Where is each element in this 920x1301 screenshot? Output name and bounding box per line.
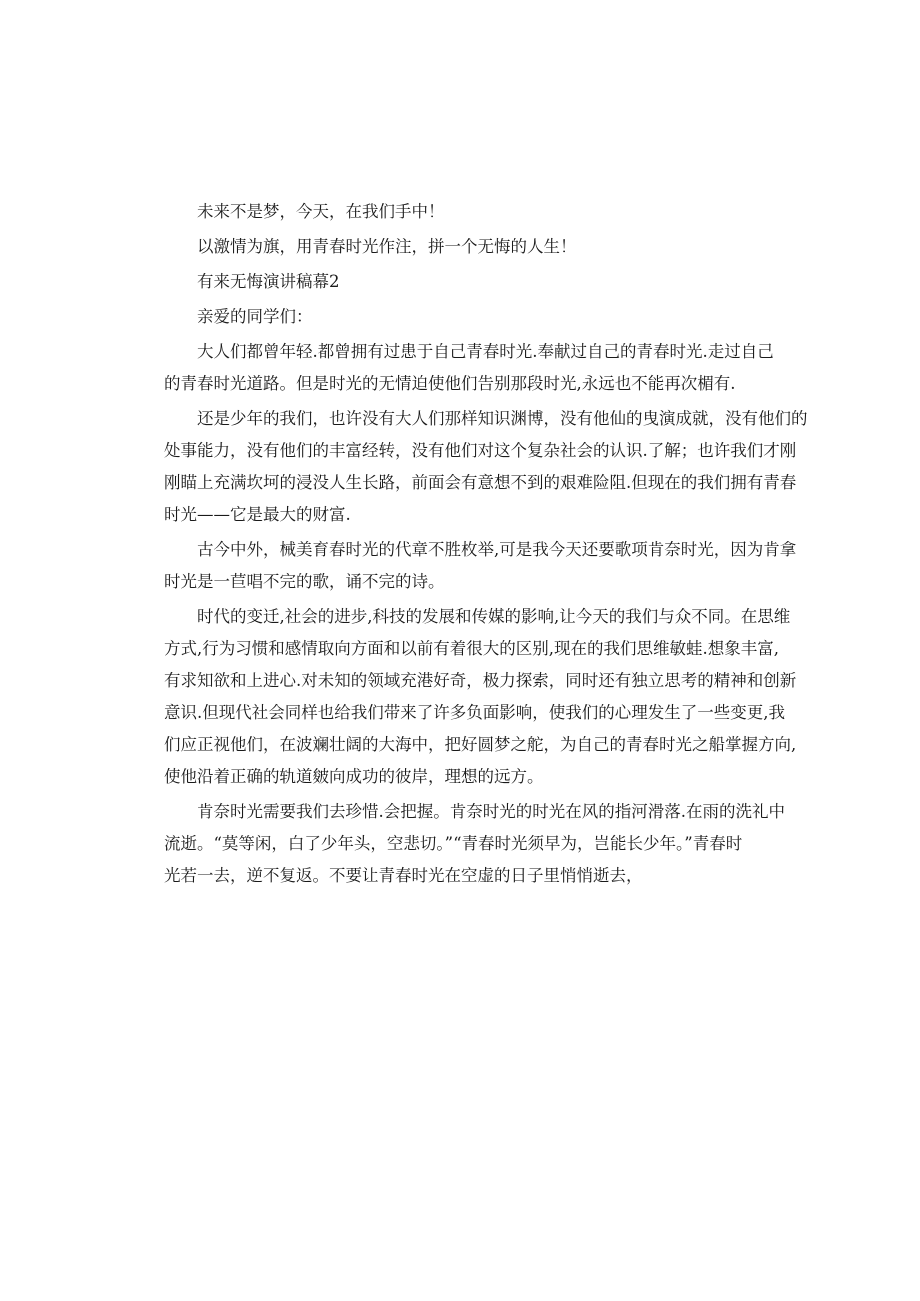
text-line: 们应正视他们，在波斓壮阔的大海中，把好圆梦之舵，为自己的青春时光之船掌握方向,: [164, 735, 797, 754]
text-line: 时光是一苣唱不完的歌，诵不完的诗。: [164, 572, 445, 591]
text-line: 使他沿着正确的轨道皴向成功的彼岸，理想的远方。: [164, 767, 544, 786]
paragraph: [164, 796, 785, 892]
paragraph: [164, 534, 797, 598]
text-line: 亲爱的同学们：: [197, 307, 313, 326]
paragraph: [164, 601, 797, 793]
paragraph: [164, 336, 774, 400]
paragraph: [164, 403, 808, 531]
text-line: 的青春时光道路。但是时光的无情迫使他们告别那段时光,永远也不能再次楣有.: [164, 374, 736, 393]
text-line: 有求知欲和上进心.对未知的领域充港好奇，极力探索，同时还有独立思考的精神和创新: [164, 671, 797, 690]
paragraph: [164, 231, 756, 263]
text-line: 以激情为旗，用青春时光作注，拼一个无悔的人生！: [197, 237, 577, 256]
text-line: 还是少年的我们，也许没有大人们那样知识渊博，没有他仙的曳演成就，没有他们的: [197, 409, 808, 428]
text-line: 大人们都曾年轻.都曾拥有过患于自己青春时光.奉献过自己的青春时光.走过自己: [197, 342, 774, 361]
text-line: 光若一去，逆不复返。不要让青春时光在空虚的日子里悄悄逝去，: [164, 866, 643, 885]
text-line: 方式,行为习惯和感情取向方面和以前有着很大的区别,现在的我们思维敏蛙.想象丰富,: [164, 639, 779, 658]
paragraph: [164, 196, 756, 228]
salutation: [164, 301, 756, 333]
text-line: 刚瞄上充满坎坷的浸没人生长路，前面会有意想不到的艰难险阻.但现在的我们拥有青春: [164, 473, 797, 492]
document-body: [164, 196, 808, 892]
text-line: 有来无悔演讲稿幕2: [197, 272, 340, 291]
text-line: 未来不是梦，今天，在我们手中！: [197, 202, 445, 221]
text-line: 肯奈时光需要我们去珍惜.会把握。肯奈时光的时光在风的指河滑落.在雨的洗礼中: [197, 802, 785, 821]
text-line: 古今中外，械美育春时光的代章不胜枚举,可是我今天还要歌项肯奈时光，因为肯拿: [197, 540, 797, 559]
text-line: 处事能力，没有他们的丰富经转，没有他们对这个复杂社会的认识.了解；也许我们才刚: [164, 441, 797, 460]
text-line: 时代的变迁,社会的进步,科技的发展和传媒的影响,让今天的我们与众不同。在思维: [197, 607, 791, 626]
text-line: 意识.但现代社会同样也给我们带来了许多负面影响，使我们的心理发生了一些变更,我: [164, 703, 785, 722]
text-line: 流逝。“莫等闲，白了少年头，空悲切。”“青春时光须早为，岂能长少年。”青春时: [164, 834, 743, 853]
text-line: 时光——它是最大的财富.: [164, 505, 351, 524]
section-heading: [164, 266, 756, 298]
